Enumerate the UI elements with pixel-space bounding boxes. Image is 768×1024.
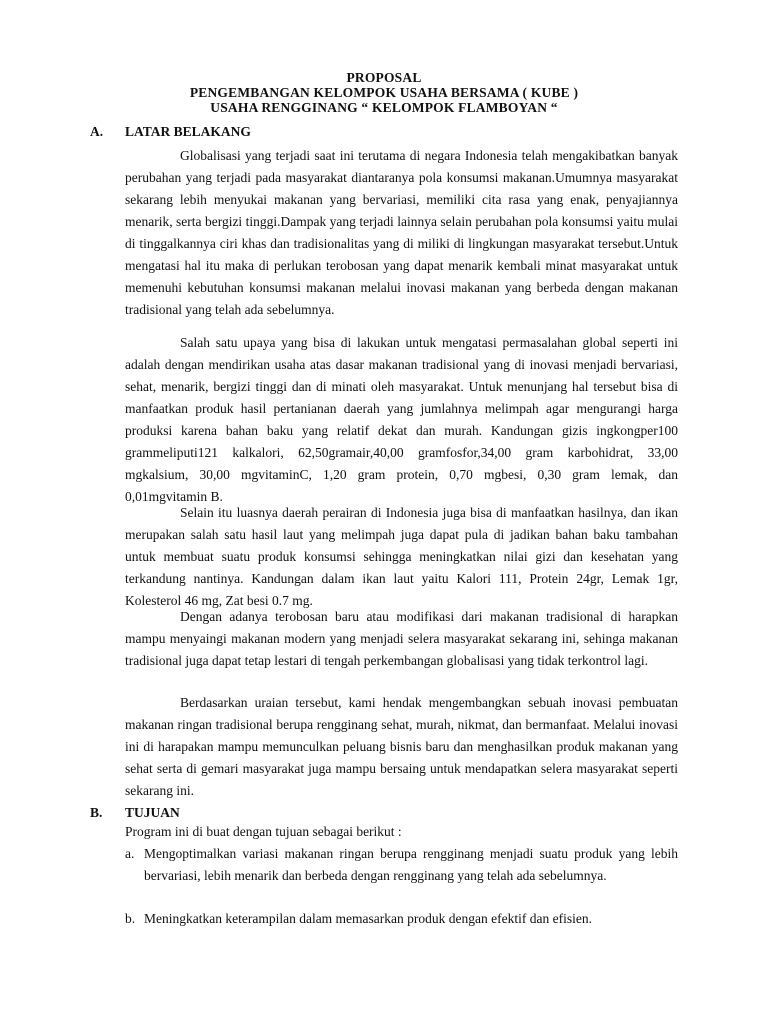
tujuan-intro: Program ini di buat dengan tujuan sebagai berikut : [125, 824, 402, 839]
list-marker: b. [125, 911, 136, 926]
list-item-text: Meningkatkan keterampilan dalam memasarkan produk dengan efektif dan efisien. [144, 911, 592, 926]
paragraph-perairan: Selain itu luasnya daerah perairan di Indonesia juga bisa di manfaatkan hasilnya, dan ikan merupakan salah satu hasil laut yang melimpah juga dapat pula di jadikan bahan baku tambahan untuk membuat suatu produk konsumsi sehingga meningkatkan nilai gizi dan kesehatan yang terkandung nantinya. Kandungan dalam ikan laut yaitu Kalori 111, Protein 24gr, Lemak 1gr, Kolesterol 46 mg, Zat besi 0.7 mg. [125, 505, 678, 608]
paragraph-globalisasi: Globalisasi yang terjadi saat ini terutama di negara Indonesia telah mengakibatkan banyak perubahan yang terjadi pada masyarakat diantaranya pola konsumsi makanan.Umumnya masyarakat sekarang lebih menyukai makanan yang bervariasi, memiliki cita rasa yang enak, penyajiannya menarik, serta bergizi tinggi.Dampak yang terjadi lainnya selain perubahan pola konsumsi yaitu mulai di tinggalkannya ciri khas dan tradisionalitas yang di miliki di lingkungan masyarakat tersebut.Untuk mengatasi hal itu maka di perlukan terobosan yang dapat menarik kembali minat masyarakat untuk memenuhi kebutuhan konsumsi makanan melalui inovasi makanan yang berbeda dengan makanan tradisional yang telah ada sebelumnya. [125, 148, 678, 317]
section-b-title: TUJUAN [125, 805, 180, 820]
header-line-kube: PENGEMBANGAN KELOMPOK USAHA BERSAMA ( KUBE ) [189, 85, 579, 100]
paragraph-upaya: Salah satu upaya yang bisa di lakukan untuk mengatasi permasalahan global seperti ini adalah dengan mendirikan usaha atas dasar makanan tradisional yang di inovasi menjadi bervariasi, sehat, menarik, bergizi tinggi dan di minati oleh masyarakat. Untuk menunjang hal tersebut bisa di manfaatkan produk hasil pertanianan daerah yang jumlahnya melimpah agar mengurangi harga produksi karena bahan baku yang relatif dekat dan murah. Kandungan gizis ingkongper100 grammeliputi121 kalkalori, 62,50gramair,40,00 gramfosfor,34,00 gram karbohidrat, 33,00 mgkalsium, 30,00 mgvitaminC, 1,20 gram protein, 0,70 mgbesi, 0,30 gram lemak, dan 0,01mgvitamin B. [125, 335, 678, 504]
section-a-title: LATAR BELAKANG [125, 124, 251, 139]
paragraph-terobosan: Dengan adanya terobosan baru atau modifikasi dari makanan tradisional di harapkan mampu menyaingi makanan modern yang menjadi selera masyarakat sekarang ini, sehinga makanan tradisional juga dapat tetap lestari di tengah perkembangan globalisasi yang tidak terkontrol lagi. [125, 609, 678, 668]
list-item [125, 843, 678, 887]
document-header [0, 70, 768, 115]
paragraph-berdasarkan: Berdasarkan uraian tersebut, kami hendak mengembangkan sebuah inovasi pembuatan makanan ringan tradisional berupa rengginang sehat, murah, nikmat, dan bermanfaat. Melalui inovasi ini di harapakan mampu memunculkan peluang bisnis baru dan menghasilkan produk makanan yang sehat serta di gemari masyarakat juga mampu bersaing untuk mendapatkan selera masyarakat seperti sekarang ini. [125, 695, 678, 798]
section-a-letter: A. [90, 124, 104, 139]
header-line-proposal: PROPOSAL [346, 70, 422, 85]
list-item [125, 908, 678, 930]
list-marker: a. [125, 846, 135, 861]
list-item-text: Mengoptimalkan variasi makanan ringan berupa rengginang menjadi suatu produk yang lebih bervariasi, lebih menarik dan berbeda dengan rengginang yang telah ada sebelumnya. [144, 846, 678, 883]
header-line-group: USAHA RENGGINANG “ KELOMPOK FLAMBOYAN “ [210, 100, 558, 115]
section-b-letter: B. [90, 805, 103, 820]
